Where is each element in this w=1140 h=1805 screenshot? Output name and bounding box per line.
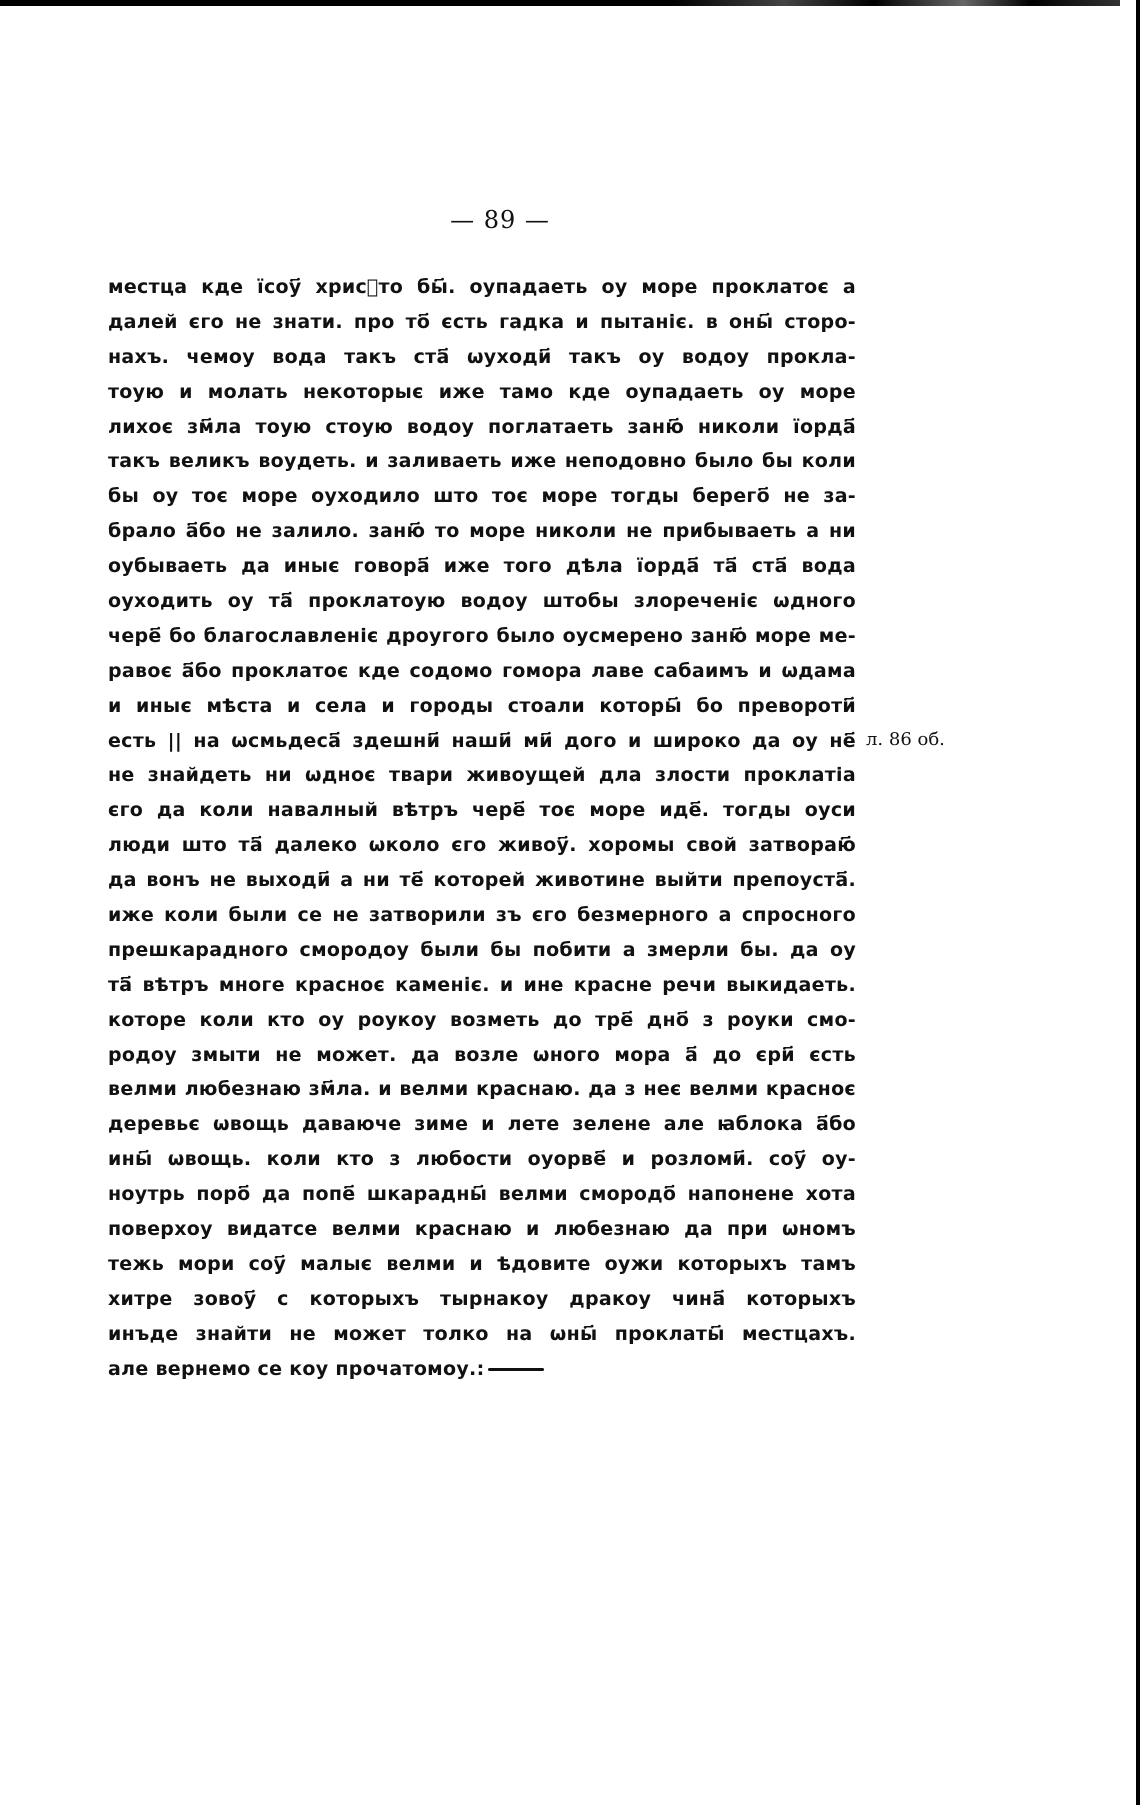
text-line: прешкарадного смородоу были бы побити а змерли бы. да оу [108,938,856,961]
text-line-final [108,1352,856,1387]
text-line: и иныє мѣста и села и городы стоали которы҃ бо превороти҃ [108,694,856,717]
text-line: та҃ вѣтръ многе красноє каменіє. и ине красне речи выкидаеть. [108,973,856,996]
text-line: далей єго не знати. про то҃ єсть гадка и пытаніє. в оны҃ сторо- [108,310,856,333]
body-text [108,270,856,1387]
text-line: равоє а҃бо проклатоє кде содомо гомора лаве сабаимъ и ѡдама [108,659,856,682]
text-line: ины҃ ѡвощь. коли кто з любости оуорве҃ и розломи҃. соу҃ оу- [108,1148,856,1171]
text-line: хитре зовоу҃ с которыхъ тырнакоу дракоу чина҃ которыхъ [108,1287,856,1310]
text-line: велми любезнаю зм҃ла. и велми краснаю. да з неє велми красноє [108,1078,856,1101]
end-flourish [488,1368,544,1371]
page-number: — 89 — [450,206,550,234]
top-border-rule [0,0,1120,6]
text-line: чере҃ бо благославленіє дроугого было оусмерено заню҃ море ме- [108,624,856,647]
text-line: лихоє зм҃ла тоую стоую водоу поглатаеть заню҃ николи їорда҃ [108,415,856,438]
text-line: оубываеть да иныє говора҃ иже того дѣла їорда҃ та҃ ста҃ вода [108,555,856,578]
folio-margin-note: л. 86 об. [866,729,945,750]
text-line: бы оу тоє море оуходило што тоє море тогды берего҃ не за- [108,485,856,508]
final-line-text: але вернемо се коу прочатомоу.: [108,1357,485,1380]
text-line: єго да коли навалный вѣтръ чере҃ тоє море иде҃. тогды оуси [108,799,856,822]
text-line: да вонъ не выходи҃ а ни те҃ которей животине выйти препоуста҃. [108,869,856,892]
text-line: есть || на ѡсмьдеса҃ здешни҃ наши҃ ми҃ дого и широко да оу не҃ [108,729,856,752]
text-line: ноутрь поро҃ да попе҃ шкарадны҃ велми смородо҃ напонене хота [108,1183,856,1206]
text-line: которе коли кто оу роукоу возметь до тре҃ дно҃ з роуки смо- [108,1008,856,1031]
text-line: тоую и молать некоторыє иже тамо кде оупадаеть оу море [108,380,856,403]
text-line: брало а҃бо не залило. заню҃ то море николи не прибываеть а ни [108,520,856,543]
text-line: местца кде їсоу҃ хрисⷮто бы҃. оупадаеть оу море проклатоє а [108,276,856,298]
text-line: родоу змыти не может. да возле ѡного мора а҃ до єри҃ єсть [108,1043,856,1066]
text-line: иже коли были се не затворили зъ єго безмерного а спросного [108,904,856,927]
text-line: тежь мори соу҃ малыє велми и ѣдовите оужи которыхъ тамъ [108,1252,856,1275]
text-line: деревьє ѡвощь даваюче зиме и лете зелене але ꙗблока а҃бо [108,1113,856,1136]
text-line: люди што та҃ далеко ѡколо єго живоу҃. хоромы свой затвораю҃ [108,834,856,857]
text-line: не знайдеть ни ѡдноє твари живоущей дла злости проклатіа [108,764,856,787]
right-edge-rule [1136,0,1140,1805]
text-line: оуходить оу та҃ проклатоую водоу штобы злореченіє ѡдного [108,590,856,613]
text-line: нахъ. чемоу вода такъ ста҃ ѡуходи҃ такъ оу водоу прокла- [108,345,856,368]
text-line: такъ великъ воудеть. и заливаеть иже неподовно было бы коли [108,450,856,473]
text-line: поверхоу видатсе велми краснаю и любезнаю да при ѡномъ [108,1218,856,1241]
text-line: инъде знайти не может толко на ѡны҃ проклаты҃ местцахъ. [108,1322,856,1345]
